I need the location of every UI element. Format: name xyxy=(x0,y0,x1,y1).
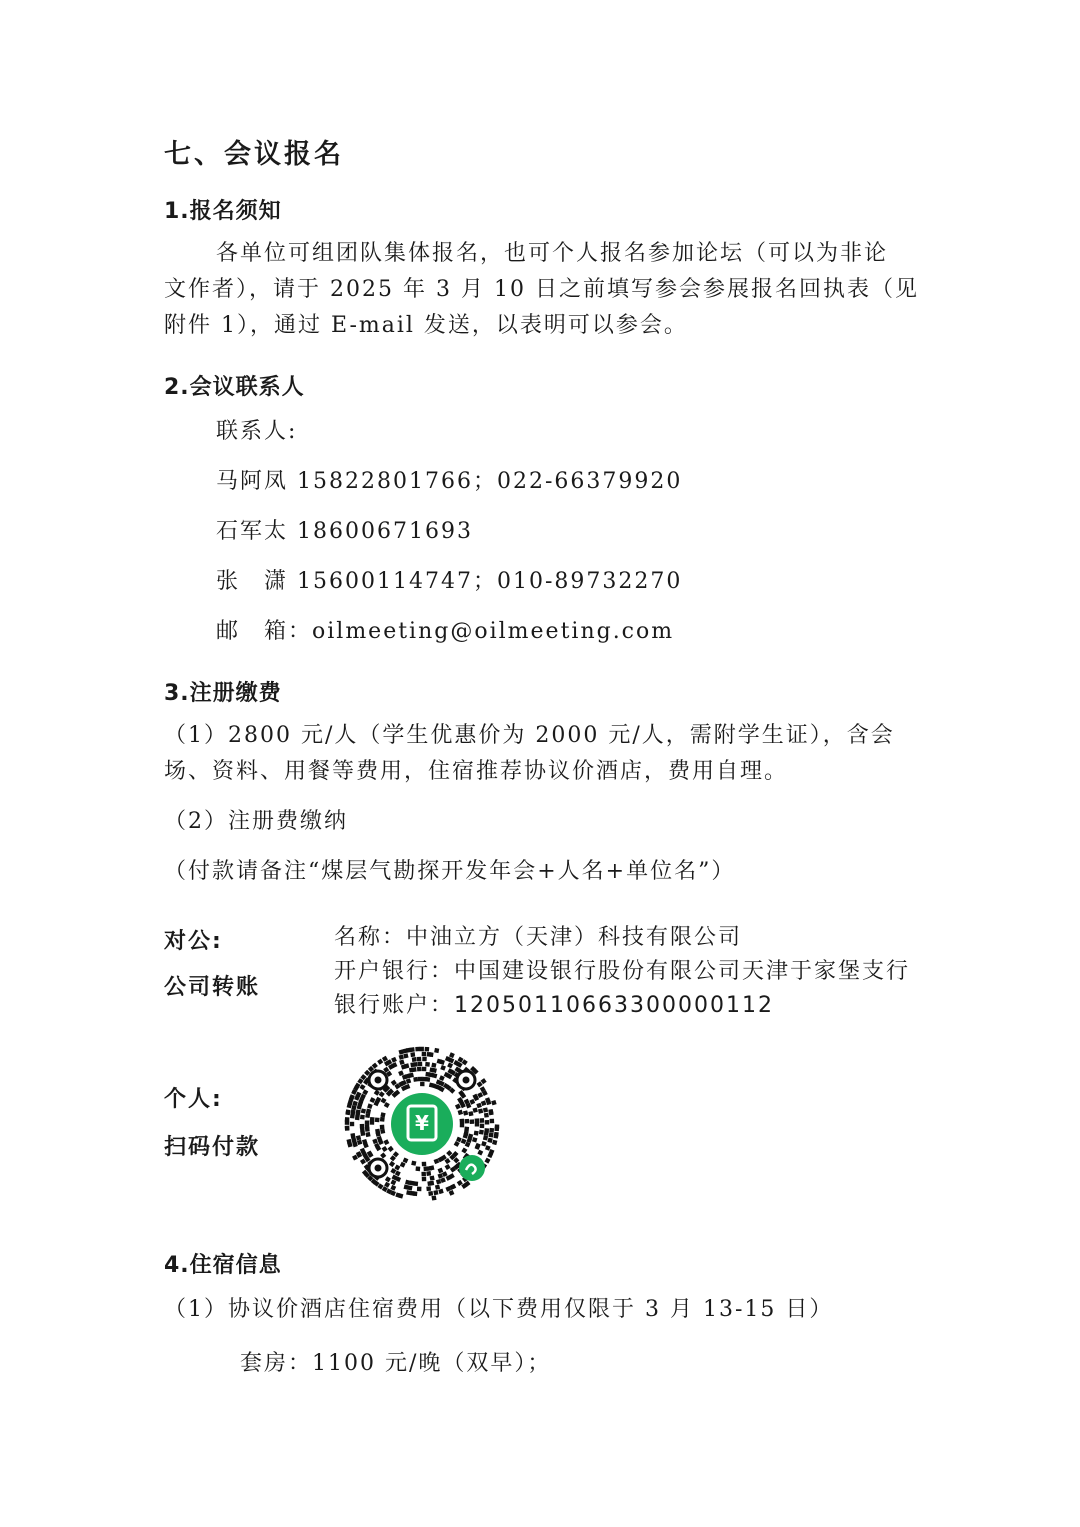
heading-registration-notice: 1.报名须知 xyxy=(164,199,282,224)
corporate-label: 对公: xyxy=(164,929,223,954)
heading-contacts: 2.会议联系人 xyxy=(164,375,305,400)
scan-to-pay-label: 扫码付款 xyxy=(164,1135,261,1160)
company-name: 名称：中油立方（天津）科技有限公司 xyxy=(334,925,743,950)
notice-line-3: 附件 1），通过 E-mail 发送，以表明可以参会。 xyxy=(164,313,688,338)
payment-qr-code xyxy=(344,1046,500,1202)
heading-registration-fee: 3.注册缴费 xyxy=(164,681,282,706)
heading-accommodation: 4.住宿信息 xyxy=(164,1253,282,1278)
accommodation-line-2: 套房：1100 元/晚（双早）； xyxy=(240,1351,552,1376)
payment-title: （2）注册费缴纳 xyxy=(164,809,348,834)
mini-program-icon xyxy=(459,1155,485,1181)
contact-email: 邮 箱：oilmeeting@oilmeeting.com xyxy=(216,619,675,644)
contact-2: 石军太 18600671693 xyxy=(216,519,473,544)
personal-label: 个人: xyxy=(164,1087,223,1112)
company-bank: 开户银行：中国建设银行股份有限公司天津于家堡支行 xyxy=(334,959,911,984)
section-title: 七、会议报名 xyxy=(164,139,344,170)
company-account: 银行账户：12050110663300000112 xyxy=(334,993,774,1018)
fee-line-1: （1）2800 元/人（学生优惠价为 2000 元/人，需附学生证），含会 xyxy=(164,723,895,748)
corporate-transfer-label: 公司转账 xyxy=(164,975,261,1000)
notice-line-2: 文作者），请于 2025 年 3 月 10 日之前填写参会参展报名回执表（见 xyxy=(164,277,919,302)
payment-note: （付款请备注“煤层气勘探开发年会+人名+单位名”） xyxy=(164,859,736,884)
yuan-icon: ¥ xyxy=(415,1111,429,1135)
accommodation-line-1: （1）协议价酒店住宿费用（以下费用仅限于 3 月 13-15 日） xyxy=(164,1297,834,1322)
notice-line-1: 各单位可组团队集体报名，也可个人报名参加论坛（可以为非论 xyxy=(216,241,889,266)
fee-line-2: 场、资料、用餐等费用，住宿推荐协议价酒店，费用自理。 xyxy=(164,759,789,784)
contacts-label: 联系人: xyxy=(216,419,298,444)
contact-1: 马阿凤 15822801766；022-66379920 xyxy=(216,469,683,494)
contact-3: 张 潇 15600114747；010-89732270 xyxy=(216,569,683,594)
